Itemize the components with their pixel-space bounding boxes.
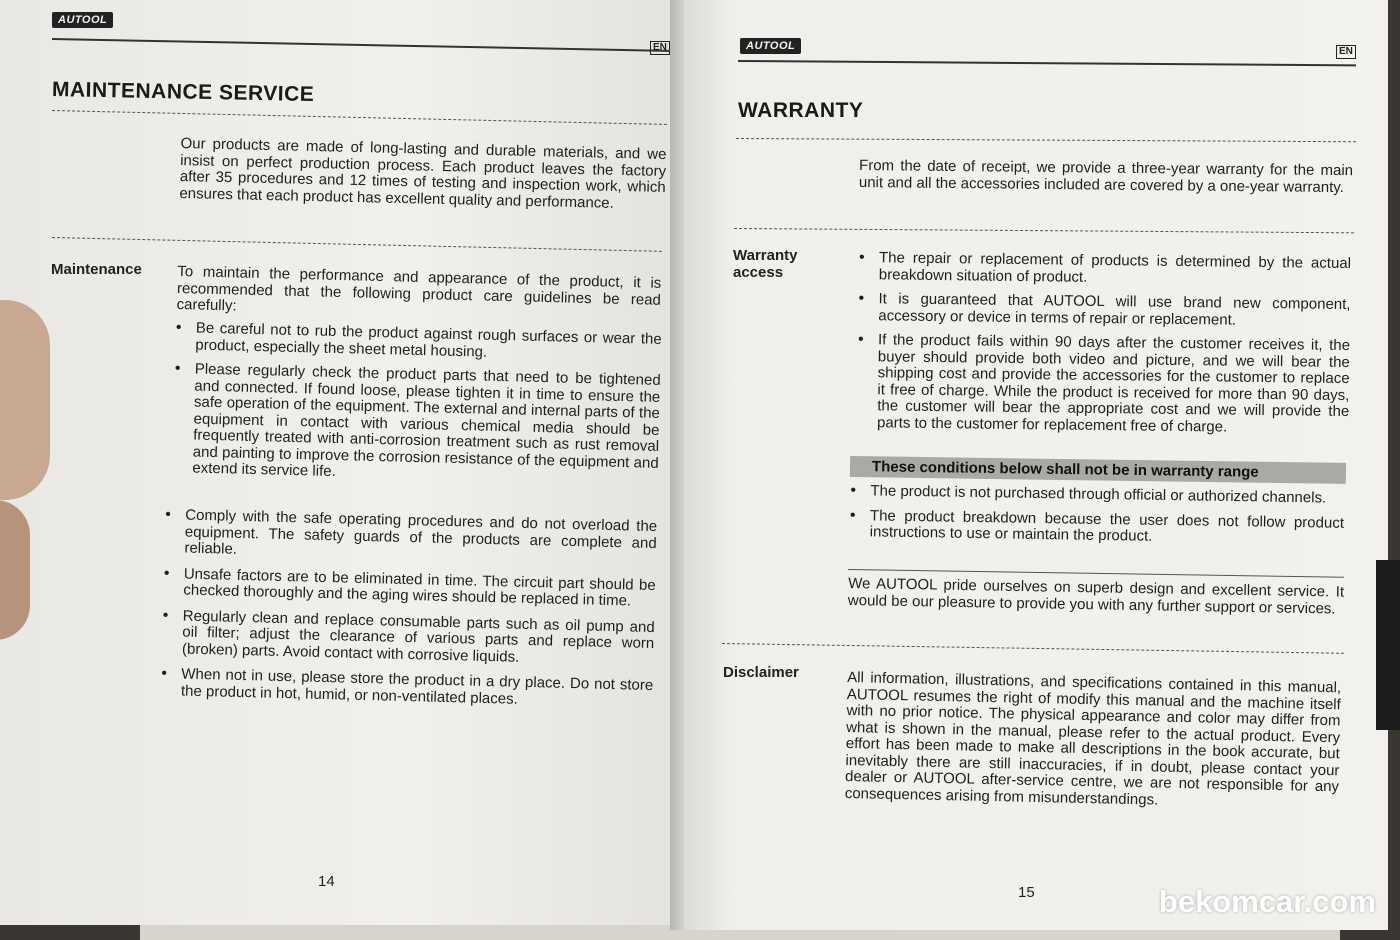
- warranty-list: [855, 250, 1351, 445]
- right-page: [676, 0, 1388, 930]
- list-item: • Comply with the safe operating procedures and do not overload the equipment. The safety guards of the products are complete and reliable.: [162, 507, 657, 569]
- divider: [736, 138, 1356, 142]
- lang-badge: EN: [1336, 45, 1356, 59]
- finger: [0, 500, 30, 640]
- page-number: 15: [1018, 884, 1035, 901]
- list-item: • Be careful not to rub the product against rough surfaces or wear the product, especially the sheet metal housing.: [173, 320, 662, 365]
- page-title: WARRANTY: [738, 99, 864, 122]
- maintenance-list-cont: [159, 507, 658, 719]
- exclusions-banner: These conditions below shall not be in warranty range: [850, 456, 1346, 484]
- book-gutter: [670, 0, 684, 930]
- watermark: bekomcar.com: [1158, 884, 1376, 919]
- warranty-intro: From the date of receipt, we provide a three-year warranty for the main unit and all the accessories included are covered by a one-year warranty.: [858, 157, 1354, 196]
- header-rule: [738, 60, 1356, 66]
- disclaimer-paragraph: All information, illustrations, and specifications contained in this manual, AUTOOL resumes the right of modify this manual and the machine itself with no prior notice. The physical appearance and color may differ from what is shown in the manual, please refer to the actual product. Every effort has been made to make all descriptions in the book accurate, but inevitably there are still inaccuracies, if in doubt, please contact your dealer or AUTOOL after-service centre, we are not responsible for any consequences arising from misunderstandings.: [844, 669, 1342, 809]
- closing-paragraph: We AUTOOL pride ourselves on superb design and excellent service. It would be our pleasure to provide you with any further support or services.: [847, 575, 1345, 618]
- list-item: • It is guaranteed that AUTOOL will use brand new component, accessory or device in terms of repair or replacement.: [856, 291, 1350, 330]
- section-label-warranty: Warranty access: [733, 247, 798, 281]
- autool-logo: AUTOOL: [740, 38, 801, 54]
- autool-logo: AUTOOL: [52, 12, 113, 28]
- header-rule: [52, 38, 669, 52]
- page-number: 14: [318, 873, 335, 890]
- list-item: • When not in use, please store the product in a dry place. Do not store the product in hot, humid, or non-ventilated places.: [159, 666, 654, 711]
- left-page: [0, 0, 688, 925]
- divider: [52, 237, 662, 252]
- page-title: MAINTENANCE SERVICE: [51, 78, 315, 107]
- list-item: • If the product fails within 90 days after the customer receives it, the buyer should provide both video and picture, and we will bear the shipping cost and provide the accessories for the customer to replace it free of charge. While the product is received for more than 90 days, the customer will bear the appropriate cost and we will provide the parts to the customer for replacement free of charge.: [855, 332, 1350, 437]
- intro-paragraph: Our products are made of long-lasting and durable materials, and we insist on perfect production process. Each product leaves the factory after 35 procedures and 12 times of testing and inspection work, which ensures that each product has excellent quality and performance.: [179, 135, 667, 212]
- divider: [722, 643, 1344, 654]
- list-item: • The repair or replacement of products is determined by the actual breakdown situation of product.: [857, 250, 1351, 289]
- list-item: • Unsafe factors are to be eliminated in time. The circuit part should be checked thoroughly and the aging wires should be replaced in time.: [161, 566, 656, 611]
- section-label-disclaimer: Disclaimer: [723, 664, 799, 681]
- list-item: • Please regularly check the product parts that need to be tightened and connected. If found loose, please tighten it in time to ensure the safe operation of the equipment. The external and internal parts of the equipment in contact with various chemical media should be frequently treated with anti-corrosion treatment such as rust removal and painting to improve the corrosion resistance of the equipment and extend its service life.: [170, 361, 661, 488]
- maintenance-list: [170, 320, 662, 496]
- divider: [734, 228, 1354, 233]
- dark-tab-edge: [1376, 560, 1400, 730]
- list-item: • The product is not purchased through official or authorized channels.: [848, 483, 1344, 507]
- divider: [52, 110, 667, 125]
- section-label-maintenance: Maintenance: [51, 261, 142, 278]
- exclusions-list: [847, 483, 1344, 556]
- list-item: • The product breakdown because the user does not follow product instructions to use or maintain the product.: [848, 508, 1344, 549]
- thumb: [0, 300, 50, 500]
- lang-badge: EN: [650, 41, 670, 55]
- list-item: • Regularly clean and replace consumable parts such as oil pump and oil filter; adjust the clearance of various parts and replace worn (broken) parts. Avoid contact with corrosive liquids.: [160, 607, 655, 669]
- maintenance-lead: To maintain the performance and appearance of the product, it is recommended that the following product care guidelines be read carefully:: [176, 263, 662, 315]
